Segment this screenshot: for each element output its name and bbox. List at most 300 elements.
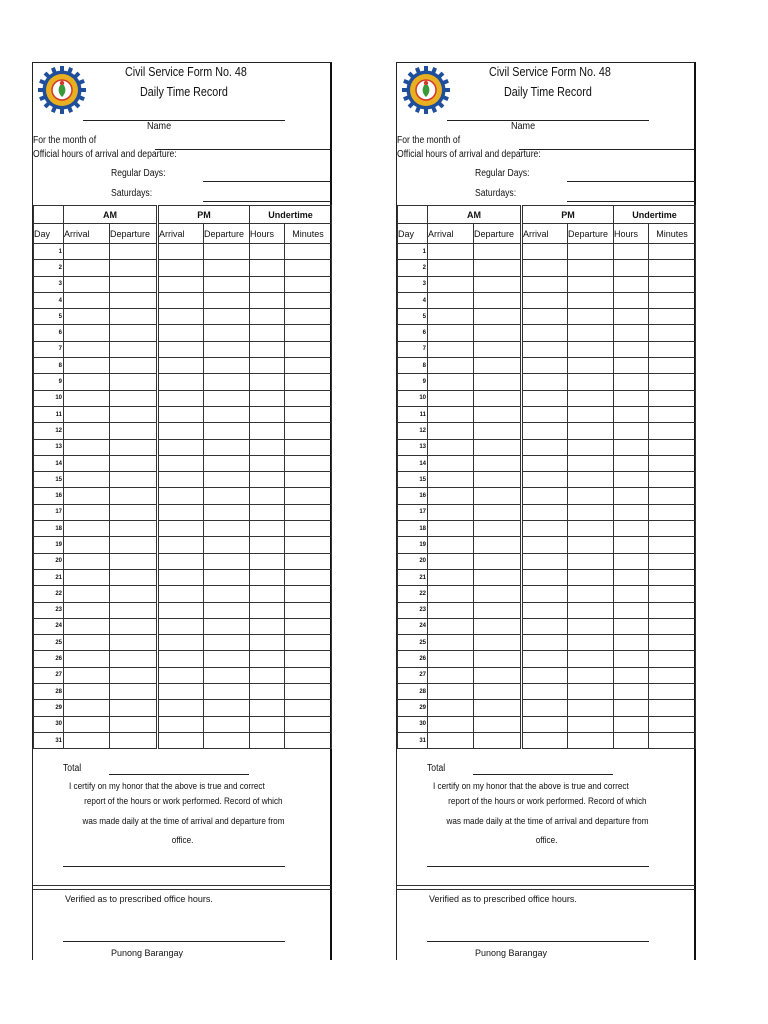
pm-departure-cell[interactable]: [204, 309, 250, 325]
undertime-hours-cell[interactable]: [250, 537, 285, 553]
am-departure-cell[interactable]: [110, 684, 158, 700]
am-departure-cell[interactable]: [474, 651, 522, 667]
am-arrival-cell[interactable]: [64, 602, 110, 618]
pm-departure-cell[interactable]: [568, 439, 614, 455]
pm-departure-cell[interactable]: [568, 390, 614, 406]
undertime-minutes-cell[interactable]: [285, 406, 332, 422]
am-departure-cell[interactable]: [110, 439, 158, 455]
am-arrival-cell[interactable]: [64, 472, 110, 488]
pm-arrival-cell[interactable]: [522, 700, 568, 716]
pm-departure-cell[interactable]: [568, 521, 614, 537]
undertime-minutes-cell[interactable]: [649, 732, 696, 748]
undertime-hours-cell[interactable]: [250, 635, 285, 651]
name-line[interactable]: [447, 120, 649, 121]
am-arrival-cell[interactable]: [64, 341, 110, 357]
am-departure-cell[interactable]: [110, 406, 158, 422]
am-arrival-cell[interactable]: [428, 651, 474, 667]
am-departure-cell[interactable]: [474, 586, 522, 602]
pm-arrival-cell[interactable]: [158, 504, 204, 520]
undertime-minutes-cell[interactable]: [649, 635, 696, 651]
am-arrival-cell[interactable]: [428, 521, 474, 537]
am-arrival-cell[interactable]: [64, 488, 110, 504]
pm-arrival-cell[interactable]: [158, 244, 204, 260]
undertime-minutes-cell[interactable]: [649, 537, 696, 553]
pm-arrival-cell[interactable]: [522, 732, 568, 748]
am-departure-cell[interactable]: [474, 325, 522, 341]
undertime-hours-cell[interactable]: [614, 406, 649, 422]
undertime-minutes-cell[interactable]: [285, 423, 332, 439]
am-departure-cell[interactable]: [110, 732, 158, 748]
pm-arrival-cell[interactable]: [158, 716, 204, 732]
am-arrival-cell[interactable]: [428, 472, 474, 488]
am-arrival-cell[interactable]: [428, 635, 474, 651]
pm-departure-cell[interactable]: [568, 423, 614, 439]
pm-arrival-cell[interactable]: [522, 586, 568, 602]
pm-departure-cell[interactable]: [568, 553, 614, 569]
am-departure-cell[interactable]: [474, 521, 522, 537]
undertime-hours-cell[interactable]: [250, 309, 285, 325]
am-arrival-cell[interactable]: [64, 309, 110, 325]
undertime-minutes-cell[interactable]: [285, 325, 332, 341]
pm-arrival-cell[interactable]: [158, 700, 204, 716]
undertime-hours-cell[interactable]: [614, 325, 649, 341]
pm-departure-cell[interactable]: [568, 244, 614, 260]
am-departure-cell[interactable]: [110, 635, 158, 651]
am-departure-cell[interactable]: [474, 260, 522, 276]
pm-departure-cell[interactable]: [204, 292, 250, 308]
undertime-minutes-cell[interactable]: [285, 276, 332, 292]
pm-departure-cell[interactable]: [204, 406, 250, 422]
am-departure-cell[interactable]: [474, 732, 522, 748]
am-arrival-cell[interactable]: [428, 488, 474, 504]
am-arrival-cell[interactable]: [428, 455, 474, 471]
pm-departure-cell[interactable]: [568, 488, 614, 504]
am-arrival-cell[interactable]: [64, 439, 110, 455]
undertime-minutes-cell[interactable]: [649, 553, 696, 569]
pm-departure-cell[interactable]: [568, 358, 614, 374]
am-arrival-cell[interactable]: [64, 635, 110, 651]
am-departure-cell[interactable]: [110, 618, 158, 634]
pm-arrival-cell[interactable]: [158, 423, 204, 439]
undertime-hours-cell[interactable]: [250, 488, 285, 504]
am-departure-cell[interactable]: [110, 651, 158, 667]
pm-departure-cell[interactable]: [204, 651, 250, 667]
pm-departure-cell[interactable]: [204, 504, 250, 520]
undertime-minutes-cell[interactable]: [649, 667, 696, 683]
pm-arrival-cell[interactable]: [522, 569, 568, 585]
undertime-hours-cell[interactable]: [614, 521, 649, 537]
am-departure-cell[interactable]: [474, 276, 522, 292]
pm-arrival-cell[interactable]: [158, 488, 204, 504]
pm-departure-cell[interactable]: [568, 455, 614, 471]
am-departure-cell[interactable]: [474, 684, 522, 700]
undertime-minutes-cell[interactable]: [285, 260, 332, 276]
am-departure-cell[interactable]: [110, 521, 158, 537]
am-arrival-cell[interactable]: [428, 423, 474, 439]
undertime-minutes-cell[interactable]: [285, 716, 332, 732]
undertime-hours-cell[interactable]: [614, 439, 649, 455]
undertime-hours-cell[interactable]: [250, 716, 285, 732]
pm-departure-cell[interactable]: [204, 521, 250, 537]
am-arrival-cell[interactable]: [428, 716, 474, 732]
am-departure-cell[interactable]: [474, 488, 522, 504]
pm-arrival-cell[interactable]: [522, 651, 568, 667]
am-arrival-cell[interactable]: [64, 732, 110, 748]
undertime-hours-cell[interactable]: [614, 635, 649, 651]
pm-arrival-cell[interactable]: [522, 716, 568, 732]
am-departure-cell[interactable]: [474, 504, 522, 520]
am-arrival-cell[interactable]: [428, 602, 474, 618]
undertime-minutes-cell[interactable]: [285, 309, 332, 325]
undertime-minutes-cell[interactable]: [285, 244, 332, 260]
am-arrival-cell[interactable]: [64, 651, 110, 667]
am-departure-cell[interactable]: [110, 667, 158, 683]
verifier-signature-line[interactable]: [427, 941, 649, 942]
am-arrival-cell[interactable]: [64, 700, 110, 716]
am-departure-cell[interactable]: [474, 423, 522, 439]
pm-departure-cell[interactable]: [204, 244, 250, 260]
am-departure-cell[interactable]: [110, 537, 158, 553]
name-line[interactable]: [83, 120, 285, 121]
am-departure-cell[interactable]: [474, 553, 522, 569]
am-departure-cell[interactable]: [474, 472, 522, 488]
pm-departure-cell[interactable]: [204, 276, 250, 292]
undertime-hours-cell[interactable]: [614, 618, 649, 634]
am-arrival-cell[interactable]: [64, 260, 110, 276]
undertime-minutes-cell[interactable]: [285, 553, 332, 569]
pm-departure-cell[interactable]: [568, 716, 614, 732]
pm-departure-cell[interactable]: [204, 586, 250, 602]
am-departure-cell[interactable]: [474, 667, 522, 683]
undertime-minutes-cell[interactable]: [285, 651, 332, 667]
am-departure-cell[interactable]: [110, 374, 158, 390]
am-arrival-cell[interactable]: [428, 732, 474, 748]
pm-arrival-cell[interactable]: [522, 374, 568, 390]
am-arrival-cell[interactable]: [64, 553, 110, 569]
pm-departure-cell[interactable]: [204, 700, 250, 716]
month-line[interactable]: [519, 149, 695, 150]
pm-departure-cell[interactable]: [204, 455, 250, 471]
am-arrival-cell[interactable]: [64, 537, 110, 553]
pm-arrival-cell[interactable]: [522, 292, 568, 308]
pm-departure-cell[interactable]: [568, 667, 614, 683]
undertime-hours-cell[interactable]: [614, 586, 649, 602]
pm-arrival-cell[interactable]: [158, 553, 204, 569]
am-departure-cell[interactable]: [110, 423, 158, 439]
am-arrival-cell[interactable]: [428, 618, 474, 634]
am-arrival-cell[interactable]: [64, 374, 110, 390]
am-departure-cell[interactable]: [110, 569, 158, 585]
undertime-hours-cell[interactable]: [614, 292, 649, 308]
am-departure-cell[interactable]: [110, 716, 158, 732]
am-departure-cell[interactable]: [474, 406, 522, 422]
am-arrival-cell[interactable]: [428, 309, 474, 325]
am-departure-cell[interactable]: [110, 244, 158, 260]
pm-arrival-cell[interactable]: [522, 309, 568, 325]
undertime-minutes-cell[interactable]: [285, 390, 332, 406]
pm-departure-cell[interactable]: [568, 472, 614, 488]
undertime-hours-cell[interactable]: [250, 569, 285, 585]
undertime-hours-cell[interactable]: [250, 406, 285, 422]
undertime-hours-cell[interactable]: [250, 390, 285, 406]
am-arrival-cell[interactable]: [428, 553, 474, 569]
pm-arrival-cell[interactable]: [158, 537, 204, 553]
am-arrival-cell[interactable]: [64, 423, 110, 439]
am-arrival-cell[interactable]: [428, 276, 474, 292]
pm-arrival-cell[interactable]: [158, 292, 204, 308]
pm-departure-cell[interactable]: [204, 569, 250, 585]
undertime-minutes-cell[interactable]: [285, 374, 332, 390]
pm-arrival-cell[interactable]: [158, 455, 204, 471]
am-departure-cell[interactable]: [474, 618, 522, 634]
am-arrival-cell[interactable]: [428, 260, 474, 276]
undertime-minutes-cell[interactable]: [285, 358, 332, 374]
pm-departure-cell[interactable]: [204, 439, 250, 455]
undertime-hours-cell[interactable]: [250, 618, 285, 634]
am-departure-cell[interactable]: [110, 504, 158, 520]
pm-arrival-cell[interactable]: [522, 618, 568, 634]
am-arrival-cell[interactable]: [428, 700, 474, 716]
undertime-hours-cell[interactable]: [614, 716, 649, 732]
am-arrival-cell[interactable]: [64, 406, 110, 422]
am-arrival-cell[interactable]: [428, 374, 474, 390]
undertime-minutes-cell[interactable]: [649, 488, 696, 504]
undertime-minutes-cell[interactable]: [649, 244, 696, 260]
undertime-hours-cell[interactable]: [614, 276, 649, 292]
pm-arrival-cell[interactable]: [522, 504, 568, 520]
am-arrival-cell[interactable]: [428, 244, 474, 260]
am-departure-cell[interactable]: [474, 455, 522, 471]
pm-arrival-cell[interactable]: [158, 602, 204, 618]
pm-departure-cell[interactable]: [568, 406, 614, 422]
am-arrival-cell[interactable]: [64, 325, 110, 341]
pm-arrival-cell[interactable]: [522, 325, 568, 341]
month-line[interactable]: [155, 149, 331, 150]
am-departure-cell[interactable]: [474, 244, 522, 260]
am-departure-cell[interactable]: [474, 292, 522, 308]
pm-departure-cell[interactable]: [204, 260, 250, 276]
verifier-signature-line[interactable]: [63, 941, 285, 942]
undertime-hours-cell[interactable]: [250, 455, 285, 471]
pm-departure-cell[interactable]: [204, 537, 250, 553]
undertime-minutes-cell[interactable]: [649, 292, 696, 308]
undertime-minutes-cell[interactable]: [649, 309, 696, 325]
pm-departure-cell[interactable]: [568, 276, 614, 292]
am-departure-cell[interactable]: [110, 309, 158, 325]
pm-departure-cell[interactable]: [568, 309, 614, 325]
am-arrival-cell[interactable]: [64, 504, 110, 520]
pm-departure-cell[interactable]: [204, 602, 250, 618]
am-arrival-cell[interactable]: [64, 244, 110, 260]
undertime-minutes-cell[interactable]: [285, 602, 332, 618]
am-arrival-cell[interactable]: [428, 439, 474, 455]
undertime-hours-cell[interactable]: [250, 521, 285, 537]
pm-arrival-cell[interactable]: [158, 569, 204, 585]
undertime-hours-cell[interactable]: [614, 667, 649, 683]
undertime-minutes-cell[interactable]: [285, 292, 332, 308]
undertime-minutes-cell[interactable]: [649, 406, 696, 422]
pm-departure-cell[interactable]: [204, 488, 250, 504]
undertime-hours-cell[interactable]: [614, 244, 649, 260]
pm-arrival-cell[interactable]: [522, 439, 568, 455]
am-departure-cell[interactable]: [110, 488, 158, 504]
am-arrival-cell[interactable]: [64, 521, 110, 537]
undertime-hours-cell[interactable]: [614, 423, 649, 439]
undertime-minutes-cell[interactable]: [649, 569, 696, 585]
am-arrival-cell[interactable]: [428, 325, 474, 341]
pm-arrival-cell[interactable]: [158, 635, 204, 651]
undertime-hours-cell[interactable]: [614, 569, 649, 585]
total-line[interactable]: [473, 774, 613, 775]
undertime-minutes-cell[interactable]: [285, 618, 332, 634]
pm-departure-cell[interactable]: [568, 651, 614, 667]
pm-arrival-cell[interactable]: [522, 488, 568, 504]
undertime-hours-cell[interactable]: [250, 586, 285, 602]
am-arrival-cell[interactable]: [64, 390, 110, 406]
pm-arrival-cell[interactable]: [158, 406, 204, 422]
undertime-hours-cell[interactable]: [250, 325, 285, 341]
undertime-minutes-cell[interactable]: [285, 635, 332, 651]
pm-arrival-cell[interactable]: [522, 537, 568, 553]
pm-arrival-cell[interactable]: [158, 374, 204, 390]
pm-arrival-cell[interactable]: [158, 472, 204, 488]
pm-departure-cell[interactable]: [568, 325, 614, 341]
pm-departure-cell[interactable]: [204, 667, 250, 683]
pm-departure-cell[interactable]: [568, 602, 614, 618]
undertime-hours-cell[interactable]: [250, 504, 285, 520]
undertime-hours-cell[interactable]: [614, 390, 649, 406]
undertime-hours-cell[interactable]: [250, 260, 285, 276]
undertime-minutes-cell[interactable]: [649, 586, 696, 602]
am-arrival-cell[interactable]: [428, 586, 474, 602]
am-arrival-cell[interactable]: [64, 455, 110, 471]
undertime-hours-cell[interactable]: [614, 358, 649, 374]
undertime-hours-cell[interactable]: [250, 700, 285, 716]
am-departure-cell[interactable]: [110, 325, 158, 341]
undertime-minutes-cell[interactable]: [285, 684, 332, 700]
undertime-minutes-cell[interactable]: [649, 504, 696, 520]
am-departure-cell[interactable]: [474, 635, 522, 651]
pm-arrival-cell[interactable]: [522, 406, 568, 422]
undertime-minutes-cell[interactable]: [285, 700, 332, 716]
pm-departure-cell[interactable]: [568, 260, 614, 276]
undertime-hours-cell[interactable]: [614, 472, 649, 488]
am-arrival-cell[interactable]: [64, 276, 110, 292]
pm-arrival-cell[interactable]: [158, 358, 204, 374]
am-arrival-cell[interactable]: [428, 390, 474, 406]
undertime-hours-cell[interactable]: [614, 374, 649, 390]
pm-departure-cell[interactable]: [204, 374, 250, 390]
am-arrival-cell[interactable]: [64, 618, 110, 634]
am-departure-cell[interactable]: [110, 292, 158, 308]
pm-arrival-cell[interactable]: [522, 472, 568, 488]
pm-arrival-cell[interactable]: [158, 439, 204, 455]
pm-arrival-cell[interactable]: [158, 309, 204, 325]
undertime-hours-cell[interactable]: [250, 358, 285, 374]
total-line[interactable]: [109, 774, 249, 775]
am-departure-cell[interactable]: [474, 390, 522, 406]
undertime-minutes-cell[interactable]: [649, 521, 696, 537]
undertime-hours-cell[interactable]: [614, 700, 649, 716]
undertime-hours-cell[interactable]: [614, 504, 649, 520]
undertime-minutes-cell[interactable]: [649, 390, 696, 406]
pm-arrival-cell[interactable]: [522, 684, 568, 700]
undertime-hours-cell[interactable]: [250, 684, 285, 700]
undertime-hours-cell[interactable]: [250, 423, 285, 439]
pm-departure-cell[interactable]: [204, 423, 250, 439]
am-departure-cell[interactable]: [110, 586, 158, 602]
am-arrival-cell[interactable]: [428, 537, 474, 553]
pm-departure-cell[interactable]: [204, 618, 250, 634]
pm-departure-cell[interactable]: [204, 553, 250, 569]
pm-departure-cell[interactable]: [204, 390, 250, 406]
undertime-minutes-cell[interactable]: [285, 586, 332, 602]
pm-departure-cell[interactable]: [568, 537, 614, 553]
saturdays-line[interactable]: [567, 201, 695, 202]
am-departure-cell[interactable]: [474, 439, 522, 455]
pm-arrival-cell[interactable]: [522, 244, 568, 260]
undertime-hours-cell[interactable]: [250, 276, 285, 292]
am-arrival-cell[interactable]: [428, 569, 474, 585]
pm-departure-cell[interactable]: [568, 374, 614, 390]
undertime-minutes-cell[interactable]: [285, 439, 332, 455]
pm-departure-cell[interactable]: [204, 341, 250, 357]
undertime-hours-cell[interactable]: [614, 732, 649, 748]
undertime-hours-cell[interactable]: [614, 455, 649, 471]
pm-arrival-cell[interactable]: [522, 553, 568, 569]
pm-arrival-cell[interactable]: [522, 635, 568, 651]
pm-departure-cell[interactable]: [204, 732, 250, 748]
undertime-minutes-cell[interactable]: [285, 455, 332, 471]
undertime-hours-cell[interactable]: [250, 651, 285, 667]
pm-departure-cell[interactable]: [568, 618, 614, 634]
am-departure-cell[interactable]: [110, 472, 158, 488]
am-arrival-cell[interactable]: [428, 504, 474, 520]
pm-arrival-cell[interactable]: [522, 602, 568, 618]
am-departure-cell[interactable]: [474, 358, 522, 374]
pm-departure-cell[interactable]: [568, 341, 614, 357]
pm-arrival-cell[interactable]: [522, 667, 568, 683]
undertime-minutes-cell[interactable]: [649, 423, 696, 439]
am-arrival-cell[interactable]: [64, 684, 110, 700]
undertime-minutes-cell[interactable]: [649, 472, 696, 488]
undertime-hours-cell[interactable]: [614, 260, 649, 276]
am-departure-cell[interactable]: [110, 455, 158, 471]
pm-departure-cell[interactable]: [204, 716, 250, 732]
pm-arrival-cell[interactable]: [522, 521, 568, 537]
pm-departure-cell[interactable]: [568, 586, 614, 602]
am-departure-cell[interactable]: [474, 716, 522, 732]
undertime-minutes-cell[interactable]: [649, 276, 696, 292]
pm-departure-cell[interactable]: [568, 635, 614, 651]
undertime-hours-cell[interactable]: [614, 537, 649, 553]
undertime-hours-cell[interactable]: [614, 488, 649, 504]
undertime-hours-cell[interactable]: [250, 292, 285, 308]
pm-departure-cell[interactable]: [568, 684, 614, 700]
undertime-minutes-cell[interactable]: [649, 341, 696, 357]
pm-arrival-cell[interactable]: [158, 521, 204, 537]
pm-arrival-cell[interactable]: [158, 341, 204, 357]
undertime-minutes-cell[interactable]: [649, 700, 696, 716]
undertime-minutes-cell[interactable]: [285, 341, 332, 357]
undertime-minutes-cell[interactable]: [285, 504, 332, 520]
undertime-hours-cell[interactable]: [250, 244, 285, 260]
pm-arrival-cell[interactable]: [522, 390, 568, 406]
pm-arrival-cell[interactable]: [522, 260, 568, 276]
pm-departure-cell[interactable]: [204, 684, 250, 700]
am-departure-cell[interactable]: [474, 309, 522, 325]
pm-departure-cell[interactable]: [204, 358, 250, 374]
